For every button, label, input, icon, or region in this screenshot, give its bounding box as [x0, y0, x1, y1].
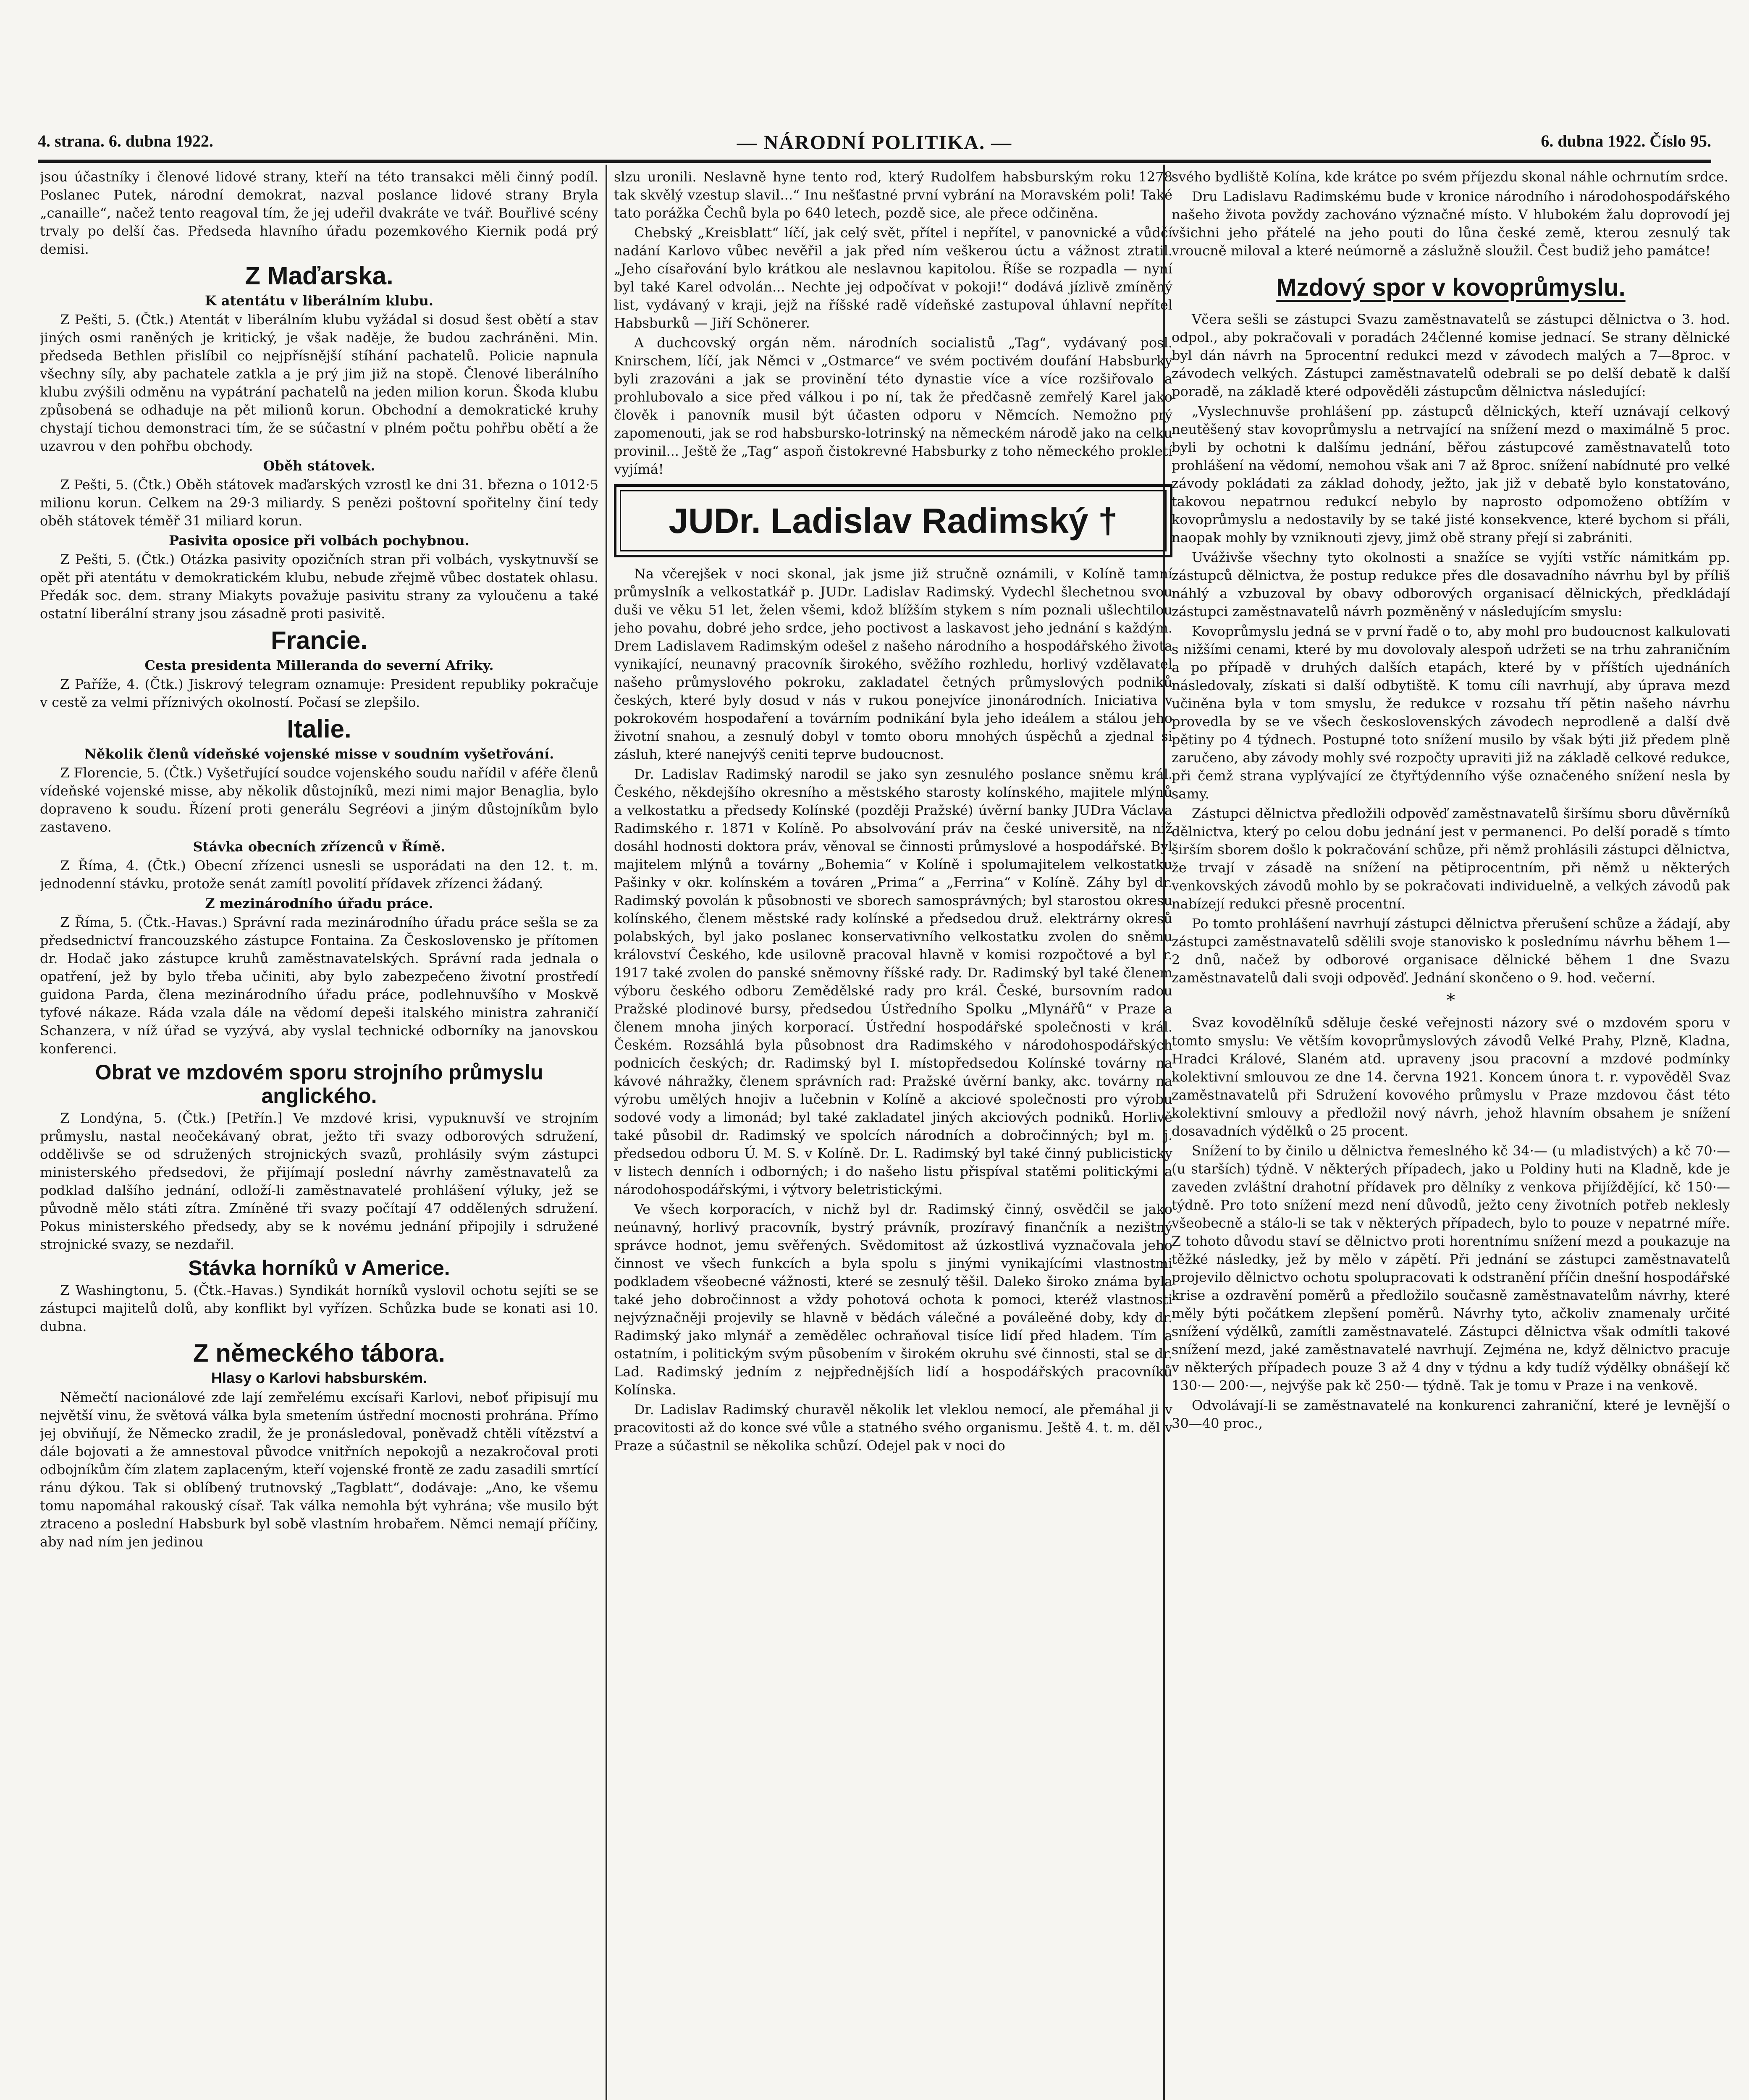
article-text: Uváživše všechny tyto okolnosti a snažíce se vyjíti vstříc námitkám pp. zástupců dělnictva, že postup redukce přes dle dosavadního návrhu byl by příliš náhlý a vzbuzoval by obavy odborových organisací dělnických, předkládají zástupci zaměstnavatelů návrh pozměněný v následujícím smyslu:	[1172, 549, 1730, 620]
article-text: slzu uronili. Neslavně hyne tento rod, který Rudolfem habsburským roku 1278 tak skvělý vzestup slavil...“ Inu nešťastné první vybrání na Moravském poli! Také tato porážka Čechů byla po 640 letech, pozdě sice, ale přece odčiněna.	[614, 169, 1172, 221]
article-text: Ve všech korporacích, v nichž byl dr. Radimský činný, osvědčil se jako neúnavný, horlivý pracovník, bystrý právník, prozíravý finančník a nezištný správce hodnot, jemu svěřených. Svědomitost až úzkostlivá vyznačovala jeho činnost ve všech funkcích a byla spolu s jinými vynikajícími vlastnostmi podkladem všeobecné vážnosti, které se zesnulý těšil. Daleko široko známa byla také jeho dobročinnost a vždy pohotová ochota k pomoci, kteréž vlastnosti nejvýznačněji projevily se hlavně v bědách válečné a pováleěné doby, kdy dr. Radimský jako mlynář a zemědělec ochraňoval tisíce lidí před hladem. Tím a ostatním, i politickým svým působením v širokém okruhu své činnosti, stal se dr. Lad. Radimský jedním z nejpřednějších lidí a hospodářských pracovníků Kolínska.	[614, 1201, 1172, 1398]
article-text: Z Říma, 5. (Čtk.-Havas.) Správní rada mezinárodního úřadu práce sešla se za předsednictví francouzského zástupce Fontaina. Za Československo je přítomen dr. Hodač jako zástupce kruhů zaměstnavatelských. Správní rada jednala o opatření, jež by bylo třeba učiniti, aby bylo zabezpečeno životní prostředí guidona Parda, člena mezinárodního úřadu práce, podlehnuvšího v Moskvě tyfové nákaze. Ráda vzala dále na vědomí depeši italského ministra zahraničí Schanzera, v níž úřad se vyzývá, aby vyslal technické odborníky na janovskou konferenci.	[40, 914, 598, 1057]
article-text: Chebský „Kreisblatt“ líčí, jak celý svět, přítel i nepřítel, v panovnické a vůdčí nadání Karlovo vůbec nevěřil a jak před ním veškerou úctu a vážnost ztratil. „Jeho císařování bylo krátkou ale neslavnou kapitolou. Říše se rozpadla — nyní byl také Karel odvolán... Nechte jej odpočívat v pokoji!“ dodává jízlivě zmíněný list, vydávaný v kraji, jejž na říšské radě vídeňské zastupoval úhlavní nepřítel Habsburků — Jiří Schönerer.	[614, 225, 1172, 331]
subheading: Hlasy o Karlovi habsburském.	[211, 1369, 427, 1386]
article-text: Včera sešli se zástupci Svazu zaměstnavatelů se zástupci dělnictva o 3. hod. odpol., aby pokračovali v poradách 24členné komise jednací. Se strany dělnické byl dán návrh na 5procentní redukci mezd v závodech malých a 7—8proc. v závodech velkých. Zástupci zaměstnavatelů odebrali se po delší debatě k další poradě, na základě které odpověděli zástupcům dělnictva následující:	[1172, 311, 1730, 399]
page-number: 4. strana. 6. dubna 1922.	[38, 131, 213, 150]
article-text: Z Pešti, 5. (Čtk.) Oběh státovek maďarských vzrostl ke dni 31. března o 1012·5 milionu korun. Celkem na 29·3 miliardy. S penězi poštovní spořitelny činí tedy oběh státovek téměř 31 miliard korun.	[40, 477, 598, 529]
subheading: Stávka obecních zřízenců v Římě.	[193, 839, 446, 855]
column-2	[614, 168, 1172, 2100]
article-text: Odvolávají-li se zaměstnavatelé na konkurenci zahraniční, které je levnější o 30—40 proc.,	[1172, 1397, 1730, 1431]
subheading: K atentátu v liberálním klubu.	[205, 293, 434, 309]
section-heading: Z německého tábora.	[193, 1339, 446, 1367]
page-header	[38, 126, 1711, 160]
article-text: „Vyslechnuvše prohlášení pp. zástupců dělnických, kteří uznávají celkový neutěšený stav kovoprůmyslu a netrvající na snížení mezd o maximálně 5 proc. byli by ochotni k dalšímu jednání, běřou zástupcové zaměstnavatelů toto prohlášení na vědomí, nemohou však ani 7 až 8proc. snížení nabídnuté pro velké závody pokládati za základ dohody, ježto, jak již v debatě bylo konstatováno, takovou nepatrnou redukcí nebylo by naprosto odpomoženo obtížím v kovoprůmyslu a nedostavily by se také jisté konsekvence, které bychom si přáli, naopak mohly by vzniknouti zjevy, jimž obě strany přejí si zabrániti.	[1172, 403, 1730, 546]
article-text: Z Paříže, 4. (Čtk.) Jiskrový telegram oznamuje: President republiky pokračuje v cestě za velmi příznivých okolností. Počasí se zlepšilo.	[40, 676, 598, 710]
section-heading: Obrat ve mzdovém sporu strojního průmyslu anglického.	[95, 1060, 543, 1108]
obituary-title: JUDr. Ladislav Radimský †	[620, 490, 1167, 551]
section-heading: Z Maďarska.	[245, 262, 393, 290]
section-separator: *	[1447, 991, 1455, 1010]
issue-number: 6. dubna 1922. Číslo 95.	[1541, 131, 1711, 150]
obituary-box	[614, 484, 1172, 557]
article-text: svého bydliště Kolína, kde krátce po svém příjezdu skonal náhle ochrnutím srdce.	[1172, 169, 1728, 185]
article-text: Z Florencie, 5. (Čtk.) Vyšetřující soudce vojenského soudu nařídil v aféře členů vídeňské vojenské misse, aby několik důstojníků, mezi nimi major Benaglia, bylo dopraveno k soudu. Řízení proti generálu Segréovi a jiným důstojníkům bylo zastaveno.	[40, 765, 598, 835]
masthead-title: — NÁRODNÍ POLITIKA. —	[737, 131, 1012, 154]
article-text: Svaz kovodělníků sděluje české veřejnosti názory své o mzdovém sporu v tomto smyslu: Ve větším kovoprůmyslových závodů Velké Prahy, Plzně, Kladna, Hradci Králové, Slaném atd. upraveny jsou pracovní a mzdové podmínky kolektivní smlouvou ze dne 14. června 1921. Koncem února t. r. vypověděl Svaz zaměstnavatelů při Sdružení kovového průmyslu v Praze mzdovou část této kolektivní smlouvy a předložil nový návrh, jehož hlavním obsahem je snížení dosavadních výdělků o 25 procent.	[1172, 1015, 1730, 1139]
article-text: Zástupci dělnictva předložili odpověď zaměstnavatelů širšímu sboru důvěrníků dělnictva, který po celou dobu jednání jest v permanenci. Po delší poradě s tímto širším sborem došlo k pokračování schůze, při němž prohlásili zástupci dělnictva, že trvají v zásadě na snížení na pětiprocentním, při němž u některých venkovských závodů mohlo by se pokračovati individuelně, a velkých závodů pak nabízejí redukci přesně procentní.	[1172, 806, 1730, 912]
article-text: Dr. Ladislav Radimský narodil se jako syn zesnulého poslance sněmu král. Českého, někdejšího okresního a městského starosty kolínského, majitele mlýnů a velkostatku a předsedy Kolínské (později Pražské) úvěrní banky JUDra Václava Radimského r. 1871 v Kolíně. Po absolvování práv na české universitě, na níž dosáhl hodnosti doktora práv, věnoval se činnosti průmyslové a hospodářské. Byl majitelem mlýnů a továrny „Bohemia“ v Kolíně i spolumajitelem velkostatku Pašinky v okr. kolínském a továren „Prima“ a „Ferrina“ v Kolíně. Záhy byl dr. Radimský povolán k působnosti ve sborech samosprávných; byl starostou okresu kolínského, členem městské rady kolínské a předsedou druž. elektrárny okresů polabských, byl jako poslanec konservativního velkostatku zvolen do sněmu království Českého, kde usilovně pracoval hlavně v komisi rozpočtové a byl r. 1917 také zvolen do panské sněmovny říšské rady. Dr. Radimský byl také členem výboru českého odboru Zemědělské rady pro král. České, bursovním radou Pražské plodinové bursy, předsedou Ústředního Spolku „Mlynářů“ v Praze a členem mnoha jiných korporací. Ústřední hospodářské společnosti v král. Českém. Rozsáhlá byla působnost dra Radimského v národohospodářských podnicích českých; dr. Radimský byl I. místopředsedou Kolínské továrny na kávové náhražky, členem správních rad: Pražské úvěrní banky, akc. továrny na výrobu umělých hnojiv a lučebnin v Kolíně a akciové společnosti pro výrobu sodové vody a limonád; byl také zakladatel jiných akciových podniků. Horlivě také působil dr. Radimský ve spolcích národních a dobročinných; byl m. j. předsedou odboru Ú. M. S. v Kolíně. Dr. L. Radimský byl také činný publicisticky v listech denních i odborných; i do našeho listu přispíval statěmi politickými a národohospodářskými, i výtvory beletristickými.	[614, 766, 1172, 1197]
subheading: Pasivita oposice při volbách pochybnou.	[169, 533, 469, 549]
article-text: Kovoprůmyslu jedná se v první řadě o to, aby mohl pro budoucnost kalkulovati s nižšími cenami, které by mu dovolovaly alespoň udržeti se na trhu zahraničním a po případě v druhých dalších etapách, které by v příštích ujednáních následovaly, získati si další odbytiště. K tomu cíli navrhují, aby úprava mezd učiněna byla v tom smyslu, že redukce v rozsahu tří pětin našeho návrhu provedla by se ve všech československých závodech neprodleně a další dvě pětiny po 4 týdnech. Postupné toto snížení musilo by však býti již předem plně zaručeno, aby závody mohly své rozpočty upraviti již na základě celkové redukce, při čemž strana vyplývající ze čtyřtýdenního výše označeného snížení nesla by samy.	[1172, 623, 1730, 802]
article-text: Z Londýna, 5. (Čtk.) [Petřín.] Ve mzdové krisi, vypuknuvší ve strojním průmyslu, nastal neočekávaný obrat, ježto tři svazy odborových sdružení, oddělivše se od sdružených strojnických svazů, prohlásily svým zástupci ministerského předsedovi, že přijímají poslední návrhy zaměstnavatelů za podklad dalšího jednání, odloží-li zaměstnavatelé prohlášení výluky, jež se původně mělo státi zítra. Zmíněné tři svazy počítají 47 oddělených sdružení. Pokus ministerského předsedy, aby se k novému jednání připojily i sdružené strojnické svazy, se nezdařil.	[40, 1110, 598, 1252]
article-text: Dr. Ladislav Radimský churavěl několik let vleklou nemocí, ale přemáhal ji v pracovitosti až do konce své vůle a statného svého organismu. Ještě 4. t. m. děl v Praze a súčastnil se několika schůzí. Odejel pak v noci do	[614, 1402, 1172, 1454]
article-text: Z Washingtonu, 5. (Čtk.-Havas.) Syndikát horníků vyslovil ochotu sejíti se se zástupci majitelů dolů, aby konflikt byl vyřízen. Schůzka bude se konati asi 10. dubna.	[40, 1282, 598, 1334]
article-text: Po tomto prohlášení navrhují zástupci dělnictva přerušení schůze a žádají, aby zástupci zaměstnavatelů sdělili svoje stanovisko k poslednímu návrhu během 1—2 dnů, načež by odborové organisace dělnické během 1 dne Svazu zaměstnavatelů dali svoji odpověď. Jednání skončeno o 9. hod. večerní.	[1172, 916, 1730, 986]
section-heading: Italie.	[287, 715, 351, 743]
column-3	[1172, 168, 1730, 2100]
column-1	[40, 168, 598, 2100]
column-divider	[606, 165, 607, 2100]
subheading: Cesta presidenta Milleranda do severní Afriky.	[144, 657, 494, 673]
subheading: Několik členů vídeňské vojenské misse v soudním vyšetřování.	[84, 746, 554, 762]
article-text: Němečtí nacionálové zde lají zemřelému excísaři Karlovi, neboť připisují mu největší vinu, že světová válka byla smetením ústřední mocnosti prohrána. Přímo jej obviňují, že Německo zradil, že je pronásledoval, poněvadž chtěli vítězství a dále bojovati a že amnestoval původce vnitřních nepokojů a nezakročoval proti odbojníkům čím zlatem zaplaceným, kteří vojenské frontě ze zadu zasadili smrtící ránu dýkou. Tak si oblíbený trutnovský „Tagblatt“, dodávaje: „Ano, ke všemu tomu napomáhal rakouský císař. Tak válka nemohla být vyhrána; vše musilo být ztraceno a poslední Habsburk byl sobě vlastním hrobařem. Němci nemají příčiny, aby nad ním jen jedinou	[40, 1389, 598, 1550]
article-text: Z Pešti, 5. (Čtk.) Otázka pasivity opozičních stran při volbách, vyskytnuvší se opět při atentátu v demokratickém klubu, nebude zřejmě vůbec dostatek ohlasu. Předák soc. dem. strany Miakyts považuje pasivitu strany za vyloučenu a také ostatní liberální strany jsou zásadně proti pasivitě.	[40, 551, 598, 622]
section-heading: Stávka horníků v Americe.	[188, 1256, 450, 1280]
section-heading: Francie.	[270, 626, 368, 654]
subheading: Z mezinárodního úřadu práce.	[205, 895, 433, 911]
section-heading: Mzdový spor v kovoprůmyslu.	[1276, 274, 1626, 301]
article-text: Z Říma, 4. (Čtk.) Obecní zřízenci usnesli se usporádati na den 12. t. m. jednodenní stávku, protože senát zamítl povolití přídavek zřízenci žádaný.	[40, 858, 598, 892]
header-rule	[38, 160, 1711, 163]
article-text: A duchcovský orgán něm. národních socialistů „Tag“, vydávaný posl. Knirschem, líčí, jak Němci v „Ostmarce“ ve svém poctivém doufání Habsburky byli zrazováni a jak se provinění této dynastie více a více rozšiřovalo a prohlubovalo a sice před válkou i po ní, tak že předčasně zemřelý Karel jako člověk i panovník musil být účasten odporu v Němcích. Nemožno prý zapomenouti, jak se rod habsbursko-lotrinský na německém národě jako na celku provinil... Ještě že „Tag“ aspoň čistokrevné Habsburky z toho německého prokletí vyjímá!	[614, 335, 1172, 477]
article-text: Na včerejšek v noci skonal, jak jsme již stručně oznámili, v Kolíně tamní průmyslník a velkostatkář p. JUDr. Ladislav Radimský. Vydechl šlechetnou svou duši ve věku 51 let, želen všemi, kdož blížším stykem s ním poznali ušlechtilou jeho povahu, dobré jeho srdce, jeho poctivost a laskavost jeho jednání s každým. Drem Ladislavem Radimským odešel z našeho národního a hospodářského života vynikající, neunavný pracovník širokého, svěžího rozhledu, horlivý vzdělavatel našeho průmyslového pokroku, zakladatel četných průmyslových podniků českých, které byly dosud v nás v rukou ponejvíce jinonárodních. Iniciativa v pokrokovém hospodaření a továrním podnikání byla jeho ideálem a stálou jeho životní snahou, a zesnulý dobyl v tomto oboru mnohých úspěchů a zjednal si zásluh, které nanejvýš ceniti teprve budoucnost.	[614, 566, 1172, 762]
article-text: Dru Ladislavu Radimskému bude v kronice národního i národohospodářského našeho života povždy zachováno význačné místo. V hlubokém žalu doprovodí jej všichni jeho přátelé na jeho pouti do lůna české země, kterou zesnulý tak vroucně miloval a které neúmorně a záslužně sloužil. Čest budiž jeho památce!	[1172, 189, 1730, 259]
article-text: Z Pešti, 5. (Čtk.) Atentát v liberálním klubu vyžádal si dosud šest obětí a stav jiných osmi raněných je kritický, je však naděje, že budou zachráněni. Min. předseda Bethlen přislíbil co nejpřísnější stíhání pachatelů. Policie napnula všechny síly, aby pachatele zatkla a je prý jim již na stopě. Členové liberálního klubu zvýšili odměnu na vypátrání pachatelů na jeden milion korun. Škoda klubu způsobená se odhaduje na pět milionů korun. Obchodní a demokratické kruhy chystají tichou demonstraci tím, že se súčastní v plném počtu pohřbu obětí a že uzavrou v den pohřbu obchody.	[40, 312, 598, 454]
article-text: jsou účastníky i členové lidové strany, kteří na této transakci měli činný podíl. Poslanec Putek, národní demokrat, nazval poslance lidové strany Bryla „canaille“, načež tento reagoval tím, že jej udeřil dvakráte ve tvář. Bouřlivé scény trvaly po delší čas. Předseda hlavního úřadu pozemkového Kiernik podá prý demisi.	[40, 169, 598, 257]
subheading: Oběh státovek.	[263, 458, 375, 474]
article-text: Snížení to by činilo u dělnictva řemeslného kč 34·— (u mladistvých) a kč 70·— (u starších) týdně. V některých případech, jako u Poldiny huti na Kladně, kde je zaveden zvláštní drahotní přídavek pro dělníky z venkova přijíždějící, kč 150·— týdně. Pro toto snížení mezd není důvodů, ježto ceny životních potřeb neklesly všeobecně a stálo-li se tak v některých případech, bylo to pouze v nepatrné míře. Z tohoto důvodu staví se dělnictvo proti horentnímu snížení mezd a poukazuje na těžké následky, jež by mělo v zápětí. Při jednání se zástupci zaměstnavatelů projevilo dělnictvo ochotu spolupracovati k odstranění příčin dnešní hospodářské krise a ozdravění poměrů a předložilo současně zaměstnavatelům návrhy, které měly býti počátkem zlepšení poměrů. Návrhy tyto, ačkoliv znamenaly určité snížení výdělků, zamítli zaměstnavatelé. Zástupci dělnictva však odmítli takové snížení mezd, jaké zaměstnavatelé navrhují. Zejména ne, když dělnictvo pracuje v některých případech pouze 3 až 4 dny v týdnu a kdy tudíž výdělky obnášejí kč 130·— 200·—, nejvýše pak kč 250·— týdně. Tak je tomu v Praze i na venkově.	[1172, 1143, 1730, 1394]
